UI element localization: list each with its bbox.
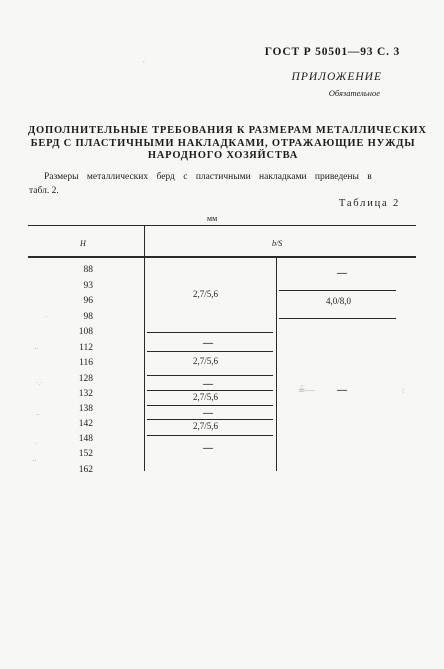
table-column-divider — [144, 226, 145, 471]
scan-speck: ‥ — [32, 455, 37, 463]
dash-mark: — — [337, 385, 347, 396]
h-value: 96 — [83, 296, 93, 306]
table-top-rule — [28, 225, 416, 226]
title-line: НАРОДНОГО ХОЗЯЙСТВА — [147, 150, 299, 161]
bs-value: 4,0/8,0 — [326, 296, 352, 306]
h-value: 132 — [78, 389, 93, 399]
cell-rule — [279, 318, 396, 319]
scan-speck: · — [34, 440, 37, 448]
h-value: 138 — [78, 404, 93, 414]
h-value: 128 — [78, 374, 93, 384]
cell-rule — [147, 375, 273, 376]
scan-speck: ‥ — [34, 343, 39, 351]
annex-title: ПРИЛОЖЕНИЕ — [291, 71, 382, 83]
title-line: БЕРД С ПЛАСТИЧНЫМИ НАКЛАДКАМИ, ОТРАЖАЮЩИЕ НУЖДЫ — [30, 137, 416, 149]
bs-value: 2,7/5,6 — [193, 289, 219, 299]
scan-speck: , — [143, 56, 145, 64]
h-value: 88 — [83, 265, 93, 275]
cell-rule — [147, 435, 273, 436]
dash-mark: — — [337, 268, 347, 279]
intro-paragraph-end: табл. 2. — [29, 186, 59, 196]
h-value: 142 — [78, 419, 93, 429]
cell-rule — [279, 290, 396, 291]
bs-value: 2,7/5,6 — [193, 392, 219, 402]
h-value: 98 — [83, 312, 93, 322]
bs-value: 2,7/5,6 — [193, 421, 219, 431]
scan-speck: ·.· — [36, 379, 43, 387]
h-value: 116 — [79, 358, 93, 368]
cell-rule — [147, 405, 273, 406]
cell-rule — [147, 332, 273, 333]
column-header-bs: b/S — [272, 239, 283, 248]
cell-rule — [147, 351, 273, 352]
dash-mark: — — [203, 379, 213, 390]
document-header: ГОСТ Р 50501—93 С. 3 — [264, 46, 400, 58]
table-column-divider — [276, 257, 277, 471]
table-header-rule — [28, 256, 416, 258]
dash-mark: — — [203, 338, 213, 349]
h-value: 148 — [78, 434, 93, 444]
section-title — [28, 125, 427, 163]
table-label: Таблица 2 — [338, 198, 400, 209]
h-value: 162 — [78, 465, 93, 475]
dash-mark: — — [203, 443, 213, 454]
h-value: 112 — [79, 343, 93, 353]
bs-value: 2,7/5,6 — [193, 356, 219, 366]
dash-mark: — — [203, 408, 213, 419]
intro-paragraph: Размеры металлических берд с пластичными накладками приведены в — [44, 172, 372, 182]
title-line: ДОПОЛНИТЕЛЬНЫЕ ТРЕБОВАНИЯ К РАЗМЕРАМ МЕТАЛЛИЧЕСКИХ — [28, 125, 427, 136]
cell-rule — [147, 419, 273, 420]
annex-subtitle: Обязательное — [328, 88, 380, 98]
scan-speck: ⁝ — [402, 387, 405, 395]
scan-speck: · — [45, 313, 48, 321]
column-header-h: H — [80, 239, 86, 248]
cell-rule — [147, 390, 273, 391]
scan-speck: .. — [36, 409, 40, 417]
h-value: 152 — [78, 449, 93, 459]
h-value: 108 — [78, 327, 93, 337]
table-unit: мм — [207, 214, 218, 223]
scan-speck: ≟— — [298, 385, 315, 395]
h-value: 93 — [83, 281, 93, 291]
